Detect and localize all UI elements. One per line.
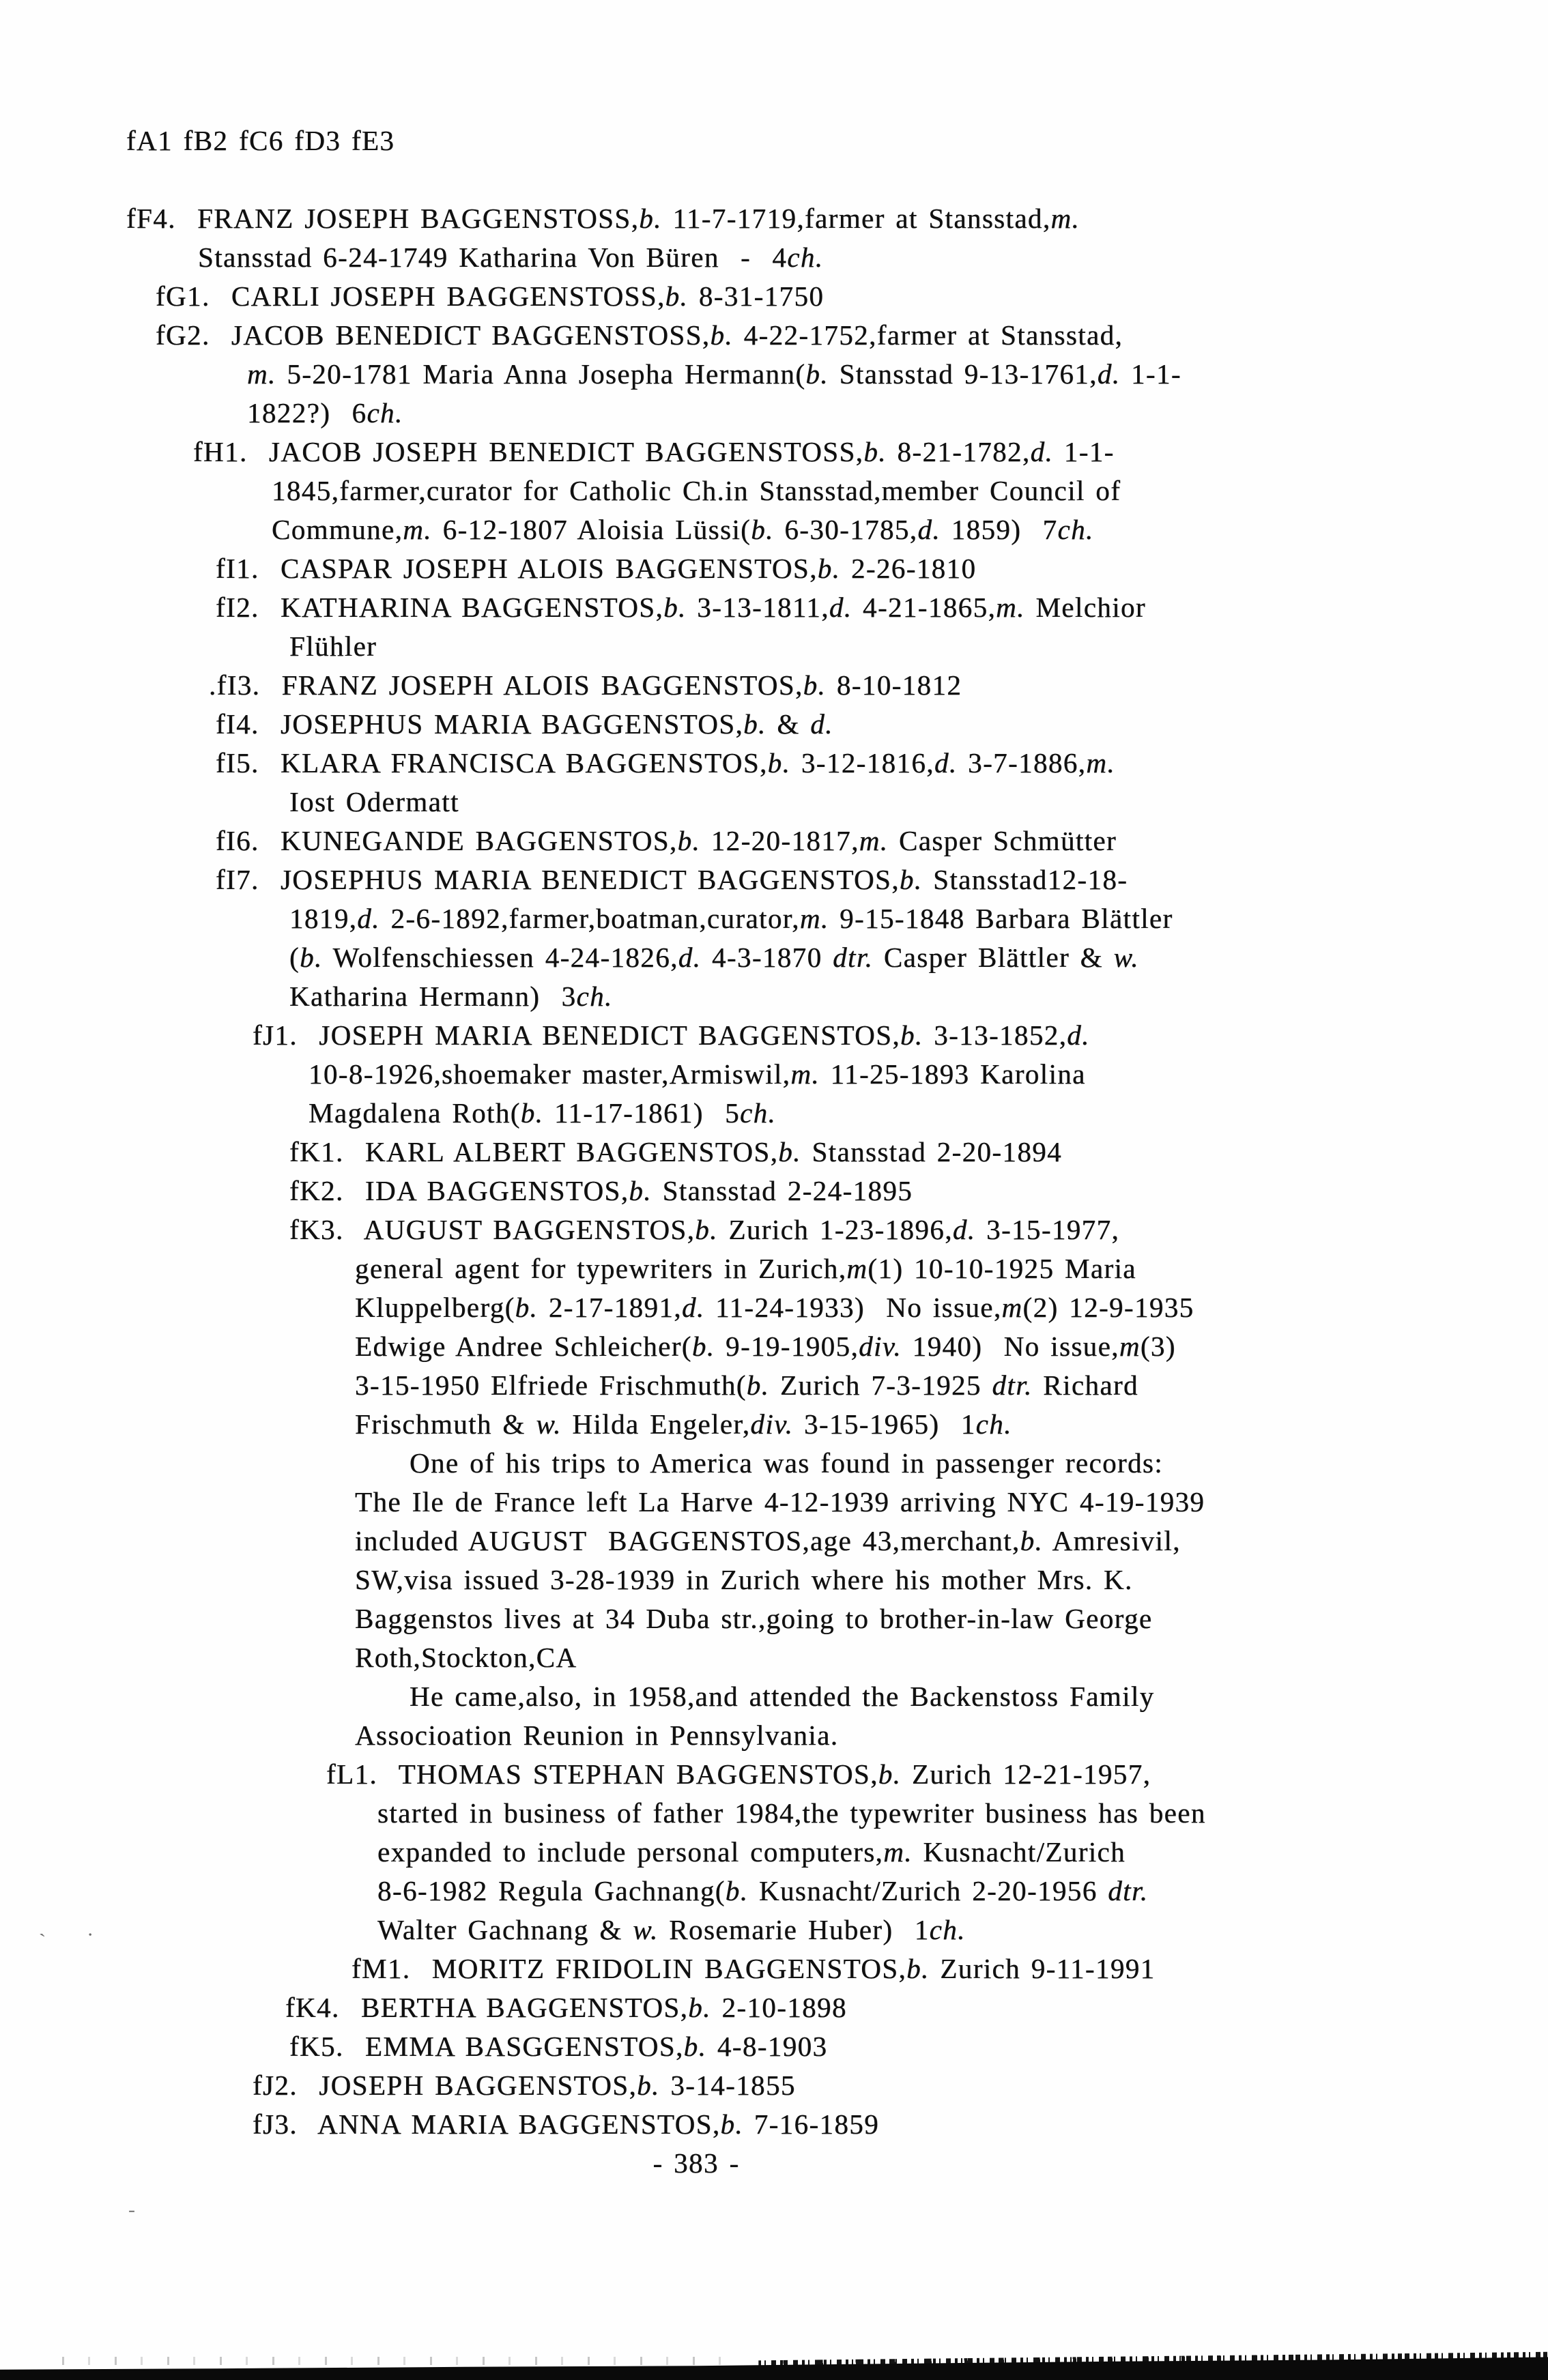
- entry-fK2: fK2. IDA BAGGENSTOS,b. Stansstad 2-24-1895: [289, 1175, 913, 1206]
- fK3-note-paragraph: Baggenstos lives at 34 Duba str.,going to brother-in-law George: [355, 1603, 1153, 1634]
- text-line: [0, 160, 1548, 199]
- entry-fK1: fK1. KARL ALBERT BAGGENSTOS,b. Stansstad 2-20-1894: [289, 1136, 1063, 1167]
- entry-fL1-cont: Walter Gachnang & w. Rosemarie Huber) 1ch.: [377, 1914, 966, 1945]
- stray-dash-mark: -: [128, 2198, 135, 2221]
- entry-fK3: fK3. AUGUST BAGGENSTOS,b. Zurich 1-23-1896,d. 3-15-1977,: [289, 1214, 1120, 1245]
- fK3-note-paragraph: The Ile de France left La Harve 4-12-1939 arriving NYC 4-19-1939: [355, 1486, 1205, 1518]
- entry-fH1: fH1. JACOB JOSEPH BENEDICT BAGGENSTOSS,b. 8-21-1782,d. 1-1-: [193, 436, 1115, 467]
- entry-fK5: fK5. EMMA BASGGENSTOS,b. 4-8-1903: [289, 2031, 828, 2062]
- entry-fH1-cont: 1845,farmer,curator for Catholic Ch.in Stansstad,member Council of: [272, 475, 1121, 506]
- entry-fL1-cont: 8-6-1982 Regula Gachnang(b. Kusnacht/Zurich 2-20-1956 dtr.: [377, 1875, 1149, 1906]
- fK3-note-paragraph: included AUGUST BAGGENSTOS,age 43,merchant,b. Amresivil,: [355, 1525, 1181, 1556]
- entry-fG2-cont: m. 5-20-1781 Maria Anna Josepha Hermann(b. Stansstad 9-13-1761,d. 1-1-: [247, 358, 1181, 390]
- fK3-note-paragraph: Roth,Stockton,CA: [355, 1642, 577, 1673]
- entry-fF4-cont: Stansstad 6-24-1749 Katharina Von Büren - 4ch.: [198, 242, 824, 273]
- entry-fK4: fK4. BERTHA BAGGENSTOS,b. 2-10-1898: [285, 1992, 847, 2023]
- entry-fG2-cont: 1822?) 6ch.: [247, 397, 403, 429]
- entry-fL1: fL1. THOMAS STEPHAN BAGGENSTOS,b. Zurich 12-21-1957,: [326, 1758, 1151, 1790]
- entry-fI3: .fI3. FRANZ JOSEPH ALOIS BAGGENSTOS,b. 8-10-1812: [209, 669, 962, 701]
- entry-fI7-cont: 1819,d. 2-6-1892,farmer,boatman,curator,m. 9-15-1848 Barbara Blättler: [289, 903, 1173, 934]
- entry-fI7: fI7. JOSEPHUS MARIA BENEDICT BAGGENSTOS,b. Stansstad12-18-: [216, 864, 1128, 895]
- entry-fI5-cont: Iost Odermatt: [289, 786, 459, 817]
- entry-fI4: fI4. JOSEPHUS MARIA BAGGENSTOS,b. & d.: [216, 708, 833, 740]
- scan-speckle-strip: [62, 2357, 728, 2365]
- entry-fM1: fM1. MORITZ FRIDOLIN BAGGENSTOS,b. Zurich 9-11-1991: [352, 1953, 1156, 1984]
- entry-fI6: fI6. KUNEGANDE BAGGENSTOS,b. 12-20-1817,m. Casper Schmütter: [216, 825, 1117, 856]
- fK3-note-paragraph: He came,also, in 1958,and attended the Backenstoss Family: [410, 1681, 1155, 1712]
- entry-fJ1-cont: Magdalena Roth(b. 11-17-1861) 5ch.: [309, 1097, 777, 1129]
- entry-fI2: fI2. KATHARINA BAGGENSTOS,b. 3-13-1811,d. 4-21-1865,m. Melchior: [216, 592, 1146, 623]
- fK3-note-paragraph: One of his trips to America was found in passenger records:: [410, 1447, 1164, 1479]
- entry-fG2: fG2. JACOB BENEDICT BAGGENSTOSS,b. 4-22-1752,farmer at Stansstad,: [156, 319, 1123, 351]
- entry-fI7-cont: Katharina Hermann) 3ch.: [289, 981, 613, 1012]
- fK3-note-paragraph: Associoation Reunion in Pennsylvania.: [355, 1719, 839, 1751]
- page-number: - 383 -: [653, 2147, 740, 2179]
- generation-codes-line: fA1 fB2 fC6 fD3 fE3: [126, 125, 395, 156]
- entry-fK3-cont: general agent for typewriters in Zurich,m(1) 10-10-1925 Maria: [355, 1253, 1136, 1284]
- entry-fK3-cont: 3-15-1950 Elfriede Frischmuth(b. Zurich 7-3-1925 dtr. Richard: [355, 1369, 1138, 1401]
- fK3-note-paragraph: SW,visa issued 3-28-1939 in Zurich where his mother Mrs. K.: [355, 1564, 1133, 1595]
- entry-fL1-cont: started in business of father 1984,the typewriter business has been: [377, 1797, 1206, 1829]
- left-margin-smudge: ` ·: [38, 1920, 113, 1954]
- entry-fI5: fI5. KLARA FRANCISCA BAGGENSTOS,b. 3-12-1816,d. 3-7-1886,m.: [216, 747, 1115, 779]
- entry-fF4: fF4. FRANZ JOSEPH BAGGENSTOSS,b. 11-7-1719,farmer at Stansstad,m.: [126, 203, 1080, 234]
- entry-fI7-cont: (b. Wolfenschiessen 4-24-1826,d. 4-3-1870 dtr. Casper Blättler & w.: [289, 942, 1139, 973]
- entry-fI2-cont: Flühler: [289, 630, 377, 662]
- entry-fG1: fG1. CARLI JOSEPH BAGGENSTOSS,b. 8-31-1750: [156, 280, 825, 312]
- entry-fJ2: fJ2. JOSEPH BAGGENSTOS,b. 3-14-1855: [253, 2070, 796, 2101]
- entry-fH1-cont: Commune,m. 6-12-1807 Aloisia Lüssi(b. 6-30-1785,d. 1859) 7ch.: [272, 514, 1094, 545]
- entry-fK3-cont: Frischmuth & w. Hilda Engeler,div. 3-15-1965) 1ch.: [355, 1408, 1012, 1440]
- entry-fJ1-cont: 10-8-1926,shoemaker master,Armiswil,m. 11-25-1893 Karolina: [309, 1058, 1086, 1090]
- entry-fL1-cont: expanded to include personal computers,m. Kusnacht/Zurich: [377, 1836, 1126, 1868]
- entry-fK3-cont: Edwige Andree Schleicher(b. 9-19-1905,div. 1940) No issue,m(3): [355, 1331, 1176, 1362]
- entry-fK3-cont: Kluppelberg(b. 2-17-1891,d. 11-24-1933) No issue,m(2) 12-9-1935: [355, 1292, 1194, 1323]
- entry-fI1: fI1. CASPAR JOSEPH ALOIS BAGGENSTOS,b. 2-26-1810: [216, 553, 977, 584]
- entry-fJ3: fJ3. ANNA MARIA BAGGENSTOS,b. 7-16-1859: [253, 2108, 880, 2140]
- entry-fJ1: fJ1. JOSEPH MARIA BENEDICT BAGGENSTOS,b. 3-13-1852,d.: [253, 1019, 1090, 1051]
